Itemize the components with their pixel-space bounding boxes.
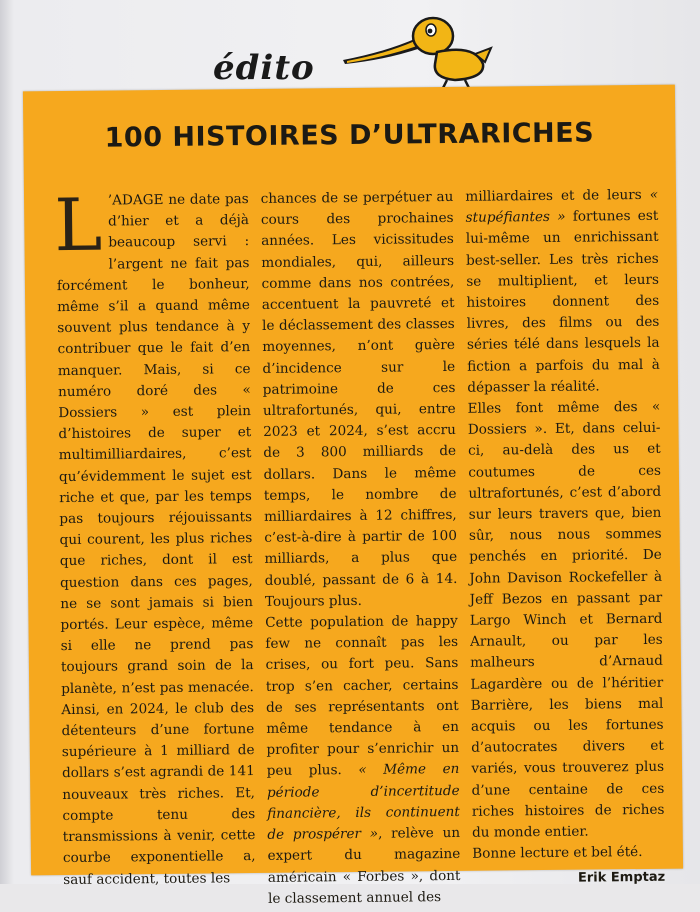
author-signature: Erik Emptaz [577, 869, 666, 886]
column-1-text: ’ADAGE ne date pas d’hier et a déjà beaucoup servi : l’argent ne fait pas forcément le bonheur, même s’il a quand même souvent plus tendance à y contribuer que le fait d’en manquer. Mais, si ce numéro doré des « Dossiers » est plein d’histoires de super et multimilliardaires, c’est qu’évidemment le sujet est riche et que, par les temps pas toujours réjouissants qui courent, les plus riches que riches, dont il est question dans ces pages, ne se sont jamais si bien portés. Leur espèce, même si elle ne prend pas toujours grand soin de la planète, n’est pas menacée. Ainsi, en 2024, le club des détenteurs d’une fortune supérieure à 1 milliard de dollars s’est agrandi de 141 nouveaux très riches. Et, compte tenu des transmissions à venir, cette courbe exponentielle a, sauf accident, toutes les [56, 191, 256, 888]
column-1 [53, 182, 256, 888]
editorial-panel [23, 85, 683, 907]
paragraph: Elles font même des « Dossiers ». Et, dans celui-ci, au-delà des us et coutumes de ces ultrafortunés, c’est d’abord sur leurs travers que, bien sûr, nous nous sommes penchés en priorité. De John Davison Rockefeller à Jeff Bezos en passant par Largo Winch et Bernard Arnault, ou par les malheurs d’Arnaud Lagardère ou de l’héritier Barrière, les biens mal acquis ou les fortunes d’autocrates divers et variés, vous trouverez plus d’une centaine de ces riches histoires de riches du monde entier. [467, 398, 665, 841]
paragraph [465, 185, 660, 399]
article-body [53, 182, 666, 907]
column-3 [465, 185, 666, 886]
drop-cap: L [53, 182, 103, 268]
paragraph-text: Cette population de happy few ne connaît pas les crises, ou fort peu. Sans trop s’en cacher, certains de ses représentants ont même tendance à en profiter pour s’enrichir un peu plus. [265, 612, 460, 780]
column-2 [260, 187, 461, 907]
closing-line: Bonne lecture et bel été. [472, 844, 643, 863]
duck-mascot-icon [325, 8, 495, 88]
edito-label: édito [213, 48, 315, 88]
paragraph [265, 611, 461, 910]
quote: « Même en période d’incertitude financière, ils continuent de prospérer » [266, 761, 460, 844]
paragraph: chances de se perpétuer au cours des prochaines années. Les vicissitudes mondiales, qui, ailleurs comme dans nos contrées, accentuent la pauvreté et le déclassement des classes moyennes, n’ont guère d’incidence sur le patrimoine de ces ultrafortunés, qui, entre 2023 et 2024, s’est accru de 3 800 milliards de dollars. Dans le même temps, le nombre de milliardaires à 12 chiffres, c’est-à-dire à partir de 100 milliards, a plus que doublé, passant de 6 à 14. Toujours plus. [260, 188, 458, 610]
paragraph-text: fortunes est lui-même un enrichissant best-seller. Les très riches se multiplient, et leurs histoires donnent des livres, des films ou des séries télé dans lesquels la fiction a parfois du mal à dépasser la réalité. [465, 207, 660, 396]
paragraph [53, 182, 256, 891]
edito-header [205, 8, 495, 90]
paragraph-text: milliardaires et de leurs [465, 186, 650, 205]
article-title: 100 HISTOIRES D’ULTRARICHES [104, 117, 595, 154]
quote: « stupéfiantes » [465, 186, 659, 227]
paragraph-text: , relève un expert du magazine américain « Forbes », dont le classement annuel des [267, 824, 461, 907]
